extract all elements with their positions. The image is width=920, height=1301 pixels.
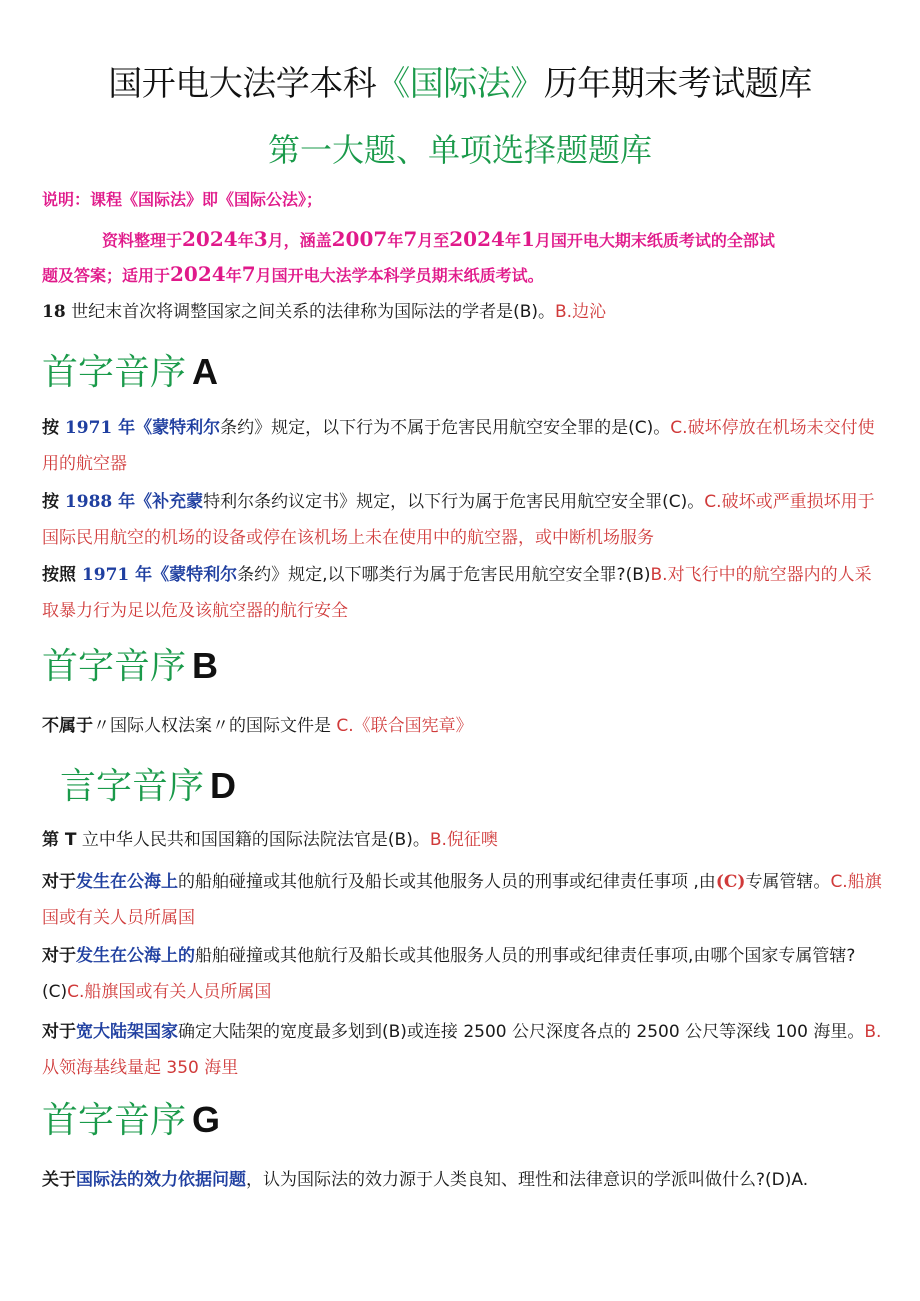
question-b-1: 不属于〃国际人权法案〃的国际文件是 C.《联合国宪章》 — [42, 716, 473, 736]
title-part-3: 历年期末考试题库 — [543, 64, 812, 104]
question-a-1: 按 1971 年《蒙特利尔条约》规定，以下行为不属于危害民用航空安全罪的是(C)。C.破坏停放在机场未交付使用的航空器 — [42, 418, 875, 474]
answer-d-4: B.从领海基线量起 350 海里 — [42, 1022, 882, 1078]
heading-a: 首字音序 A — [42, 351, 219, 393]
answer-a-2: C.破坏或严重损坏用于国际民用航空的机场的设备或停在该机场上未在使用中的航空器，或中断机场服务 — [42, 492, 875, 548]
answer-a-1: C.破坏停放在机场未交付使用的航空器 — [42, 418, 875, 474]
answer-d-1: B.倪征噢 — [429, 830, 498, 850]
intro-question: 18 世纪末首次将调整国家之间关系的法律称为国际法的学者是(B)。B.边沁 — [42, 302, 607, 322]
heading-d: 言字音序 D — [60, 765, 237, 807]
question-g-1: 关于国际法的效力依据问题，认为国际法的效力源于人类良知、理性和法律意识的学派叫做什么?(D)A. — [42, 1170, 809, 1190]
title-part-1: 国开电大法学本科 — [108, 64, 377, 104]
note-line-3: 题及答案；适用于2024年7月国开电大法学本科学员期末纸质考试。 — [42, 262, 544, 286]
answer-d-2: C.船旗国或有关人员所属国 — [42, 872, 882, 928]
section-subtitle: 第一大题、单项选择题题库 — [267, 131, 652, 169]
heading-b: 首字音序 B — [42, 645, 219, 687]
answer-b-1: C.《联合国宪章》 — [336, 716, 473, 736]
heading-g: 首字音序 G — [42, 1099, 221, 1141]
question-a-2: 按 1988 年《补充蒙特利尔条约议定书》规定，以下行为属于危害民用航空安全罪(C)。C.破坏或严重损坏用于国际民用航空的机场的设备或停在该机场上未在使用中的航空器，或中断机场服务 — [42, 492, 875, 548]
note-line-2: 资料整理于2024年3月，涵盖2007年7月至2024年1月国开电大期末纸质考试的全部试 — [102, 227, 775, 251]
answer-d-3: C.船旗国或有关人员所属国 — [67, 982, 272, 1002]
document-title — [0, 62, 920, 106]
intro-answer: B.边沁 — [555, 302, 607, 322]
answer-a-3: B.对飞行中的航空器内的人采取暴力行为足以危及该航空器的航行安全 — [42, 565, 872, 621]
question-d-2: 对于发生在公海上的船舶碰撞或其他航行及船长或其他服务人员的刑事或纪律责任事项 ,由(C)专属管辖。C.船旗国或有关人员所属国 — [42, 872, 882, 928]
question-d-1: 第 T 立中华人民共和国国籍的国际法院法官是(B)。B.倪征噢 — [42, 830, 498, 850]
title-course-name: 《国际法》 — [376, 64, 544, 104]
question-d-3: 对于发生在公海上的船舶碰撞或其他航行及船长或其他服务人员的刑事或纪律责任事项,由哪个国家专属管辖?(C)C.船旗国或有关人员所属国 — [42, 946, 856, 1002]
question-d-4: 对于宽大陆架国家确定大陆架的宽度最多划到(B)或连接 2500 公尺深度各点的 2500 公尺等深线 100 海里。B.从领海基线量起 350 海里 — [42, 1022, 882, 1078]
question-a-3: 按照 1971 年《蒙特利尔条约》规定,以下哪类行为属于危害民用航空安全罪?(B)B.对飞行中的航空器内的人采取暴力行为足以危及该航空器的航行安全 — [42, 565, 872, 621]
note-line-1: 说明：课程《国际法》即《国际公法》； — [42, 190, 323, 209]
